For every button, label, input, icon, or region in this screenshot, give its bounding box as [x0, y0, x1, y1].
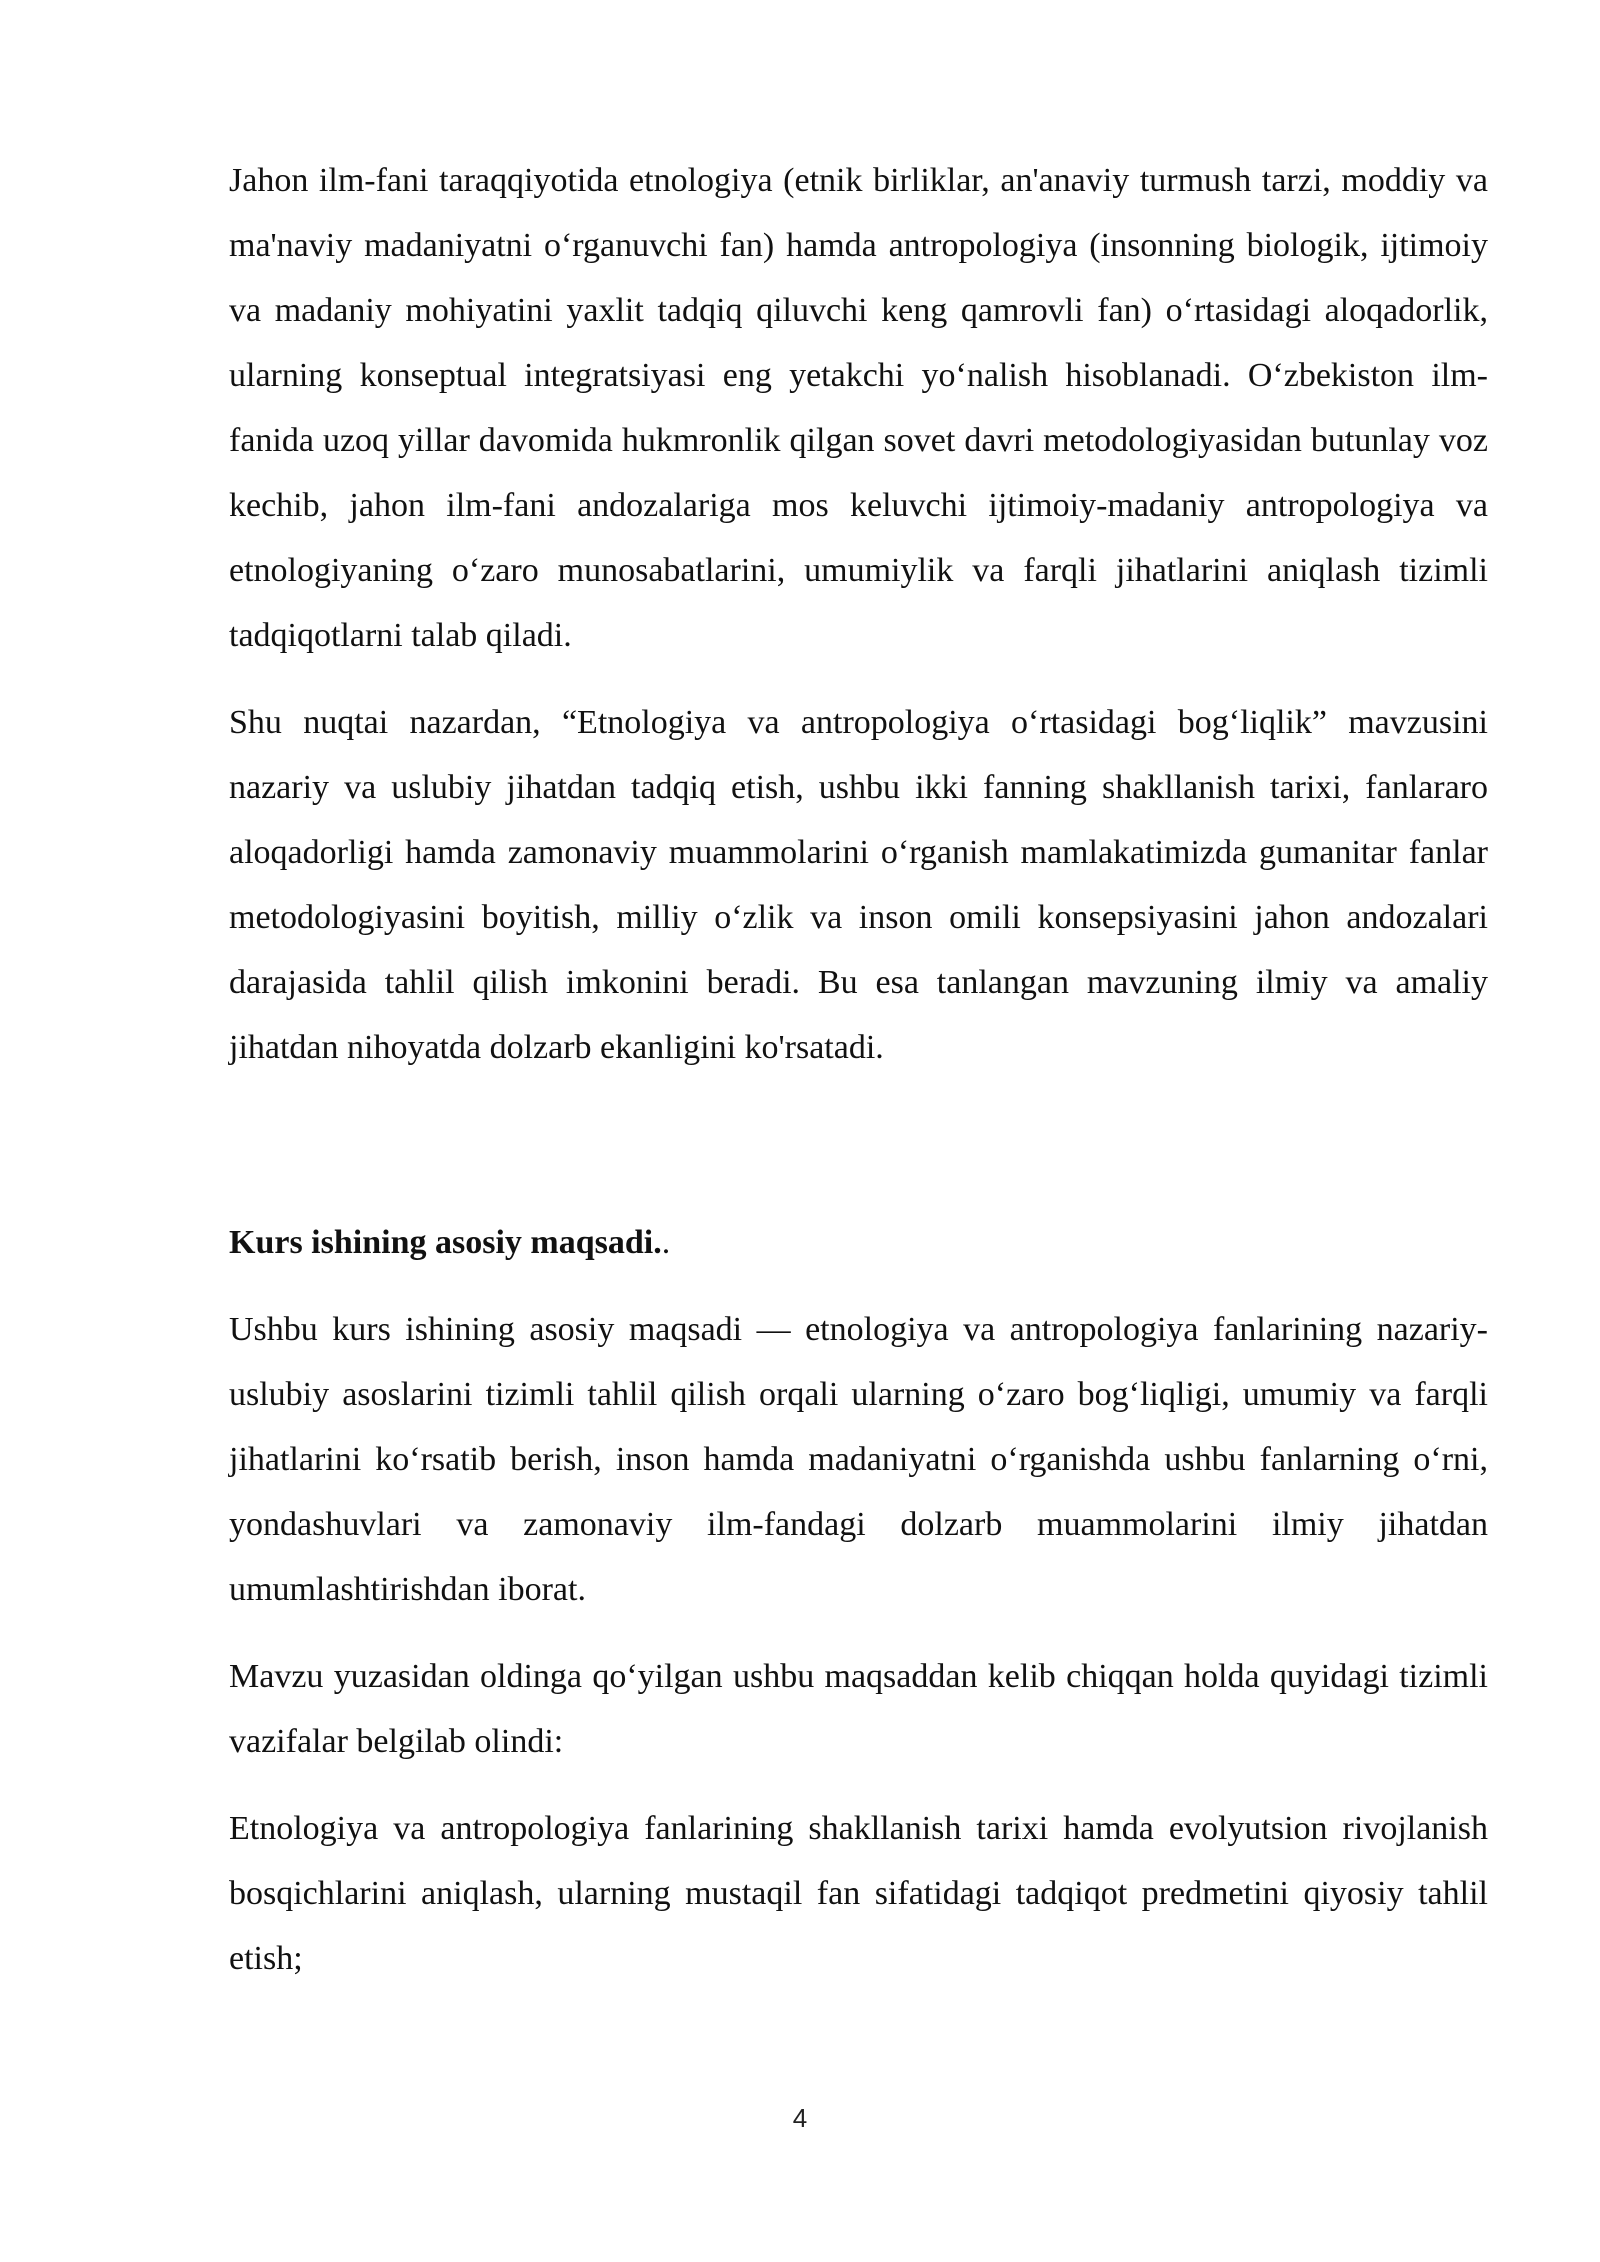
paragraph-goal: Ushbu kurs ishining asosiy maqsadi — etnologiya va antropologiya fanlarining nazariy-uslubiy asoslarini tizimli tahlil qilish orqali ularning o‘zaro bog‘liqligi, umumiy va farqli jihatlarini ko‘rsatib berish, inson hamda madaniyatni o‘rganishda ushbu fanlarning o‘rni, yondashuvlari va zamonaviy ilm-fandagi dolzarb muammolarini ilmiy jihatdan umumlashtirishdan iborat.: [229, 1311, 1488, 1608]
section-heading-bold: Kurs ishining asosiy maqsadi.: [229, 1224, 662, 1261]
page-number: 4: [792, 2103, 808, 2133]
paragraph-tasks-intro: Mavzu yuzasidan oldinga qo‘yilgan ushbu maqsaddan kelib chiqqan holda quyidagi tizimli vazifalar belgilab olindi:: [229, 1658, 1488, 1760]
paragraph-task-1: Etnologiya va antropologiya fanlarining shakllanish tarixi hamda evolyutsion rivojlanish bosqichlarini aniqlash, ularning mustaqil fan sifatidagi tadqiqot predmetini qiyosiy tahlil etish;: [229, 1810, 1488, 1977]
paragraph-intro-1: Jahon ilm-fani taraqqiyotida etnologiya (etnik birliklar, an'anaviy turmush tarzi, moddiy va ma'naviy madaniyatni o‘rganuvchi fan) hamda antropologiya (insonning biologik, ijtimoiy va madaniy mohiyatini yaxlit tadqiq qiluvchi keng qamrovli fan) o‘rtasidagi aloqadorlik, ularning konseptual integratsiyasi eng yetakchi yo‘nalish hisoblanadi. O‘zbekiston ilm-fanida uzoq yillar davomida hukmronlik qilgan sovet davri metodologiyasidan butunlay voz kechib, jahon ilm-fani andozalariga mos keluvchi ijtimoiy-madaniy antropologiya va etnologiyaning o‘zaro munosabatlarini, umumiylik va farqli jihatlarini aniqlash tizimli tadqiqotlarni talab qiladi.: [229, 162, 1488, 654]
section-heading-suffix: .: [661, 1224, 671, 1261]
section-heading: [229, 1210, 1488, 1275]
page-content: [229, 148, 1488, 1991]
paragraph-intro-2: Shu nuqtai nazardan, “Etnologiya va antropologiya o‘rtasidagi bog‘liqlik” mavzusini nazariy va uslubiy jihatdan tadqiq etish, ushbu ikki fanning shakllanish tarixi, fanlararo aloqadorligi hamda zamonaviy muammolarini o‘rganish mamlakatimizda gumanitar fanlar metodologiyasini boyitish, milliy o‘zlik va inson omili konsepsiyasini jahon andozalari darajasida tahlil qilish imkonini beradi. Bu esa tanlangan mavzuning ilmiy va amaliy jihatdan nihoyatda dolzarb ekanligini ko'rsatadi.: [229, 704, 1488, 1066]
blank-space: [229, 1080, 1488, 1210]
